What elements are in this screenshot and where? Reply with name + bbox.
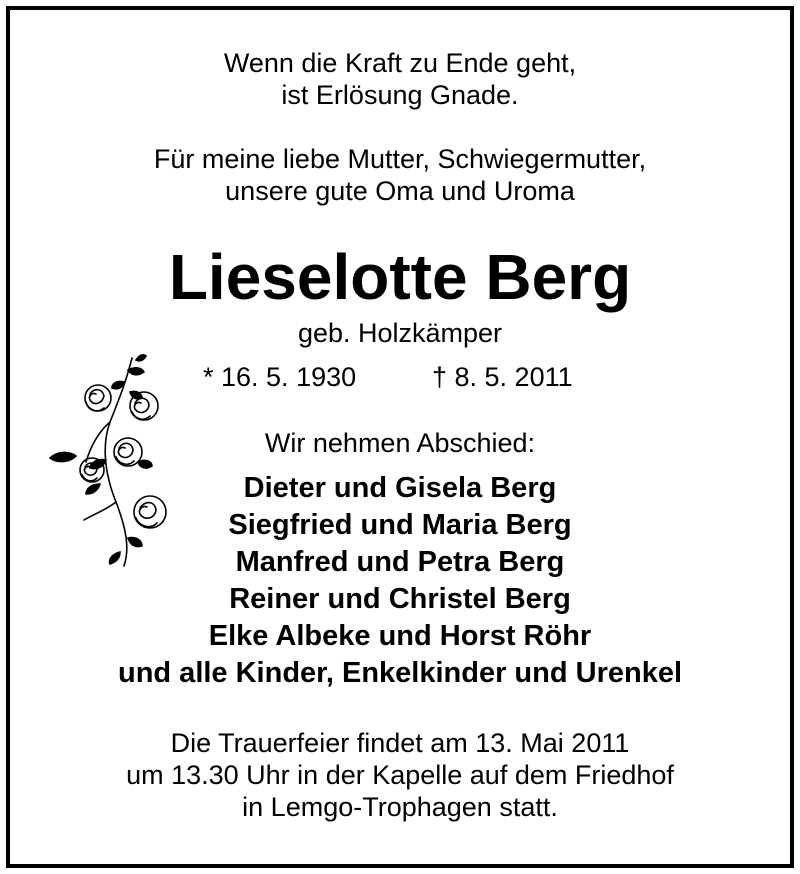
service-line-1: Die Trauerfeier findet am 13. Mai 2011: [170, 728, 630, 758]
service-line-2: um 13.30 Uhr in der Kapelle auf dem Friedhof: [126, 760, 674, 790]
birth-date: * 16. 5. 1930: [203, 362, 357, 392]
farewell-heading: Wir nehmen Abschied:: [264, 428, 536, 458]
mourner-line: Reiner und Christel Berg: [229, 583, 571, 615]
rose-branch-icon: [40, 352, 180, 568]
mourner-line-family: und alle Kinder, Enkelkinder und Urenkel: [117, 657, 683, 689]
service-line-3: in Lemgo-Trophagen statt.: [242, 792, 558, 822]
deceased-name: Lieselotte Berg: [168, 241, 632, 313]
maiden-name: geb. Holzkämper: [297, 318, 503, 348]
dedication-line-1: Für meine liebe Mutter, Schwiegermutter,: [153, 144, 647, 174]
mourner-line: Dieter und Gisela Berg: [243, 472, 557, 504]
mourner-line: Siegfried und Maria Berg: [228, 509, 572, 541]
death-date: † 8. 5. 2011: [432, 362, 573, 392]
mourner-line: Manfred und Petra Berg: [235, 546, 565, 578]
mourner-line: Elke Albeke und Horst Röhr: [208, 620, 592, 652]
verse-line-2: ist Erlösung Gnade.: [281, 80, 519, 110]
dedication-line-2: unsere gute Oma und Uroma: [225, 176, 575, 206]
verse-line-1: Wenn die Kraft zu Ende geht,: [223, 48, 577, 78]
